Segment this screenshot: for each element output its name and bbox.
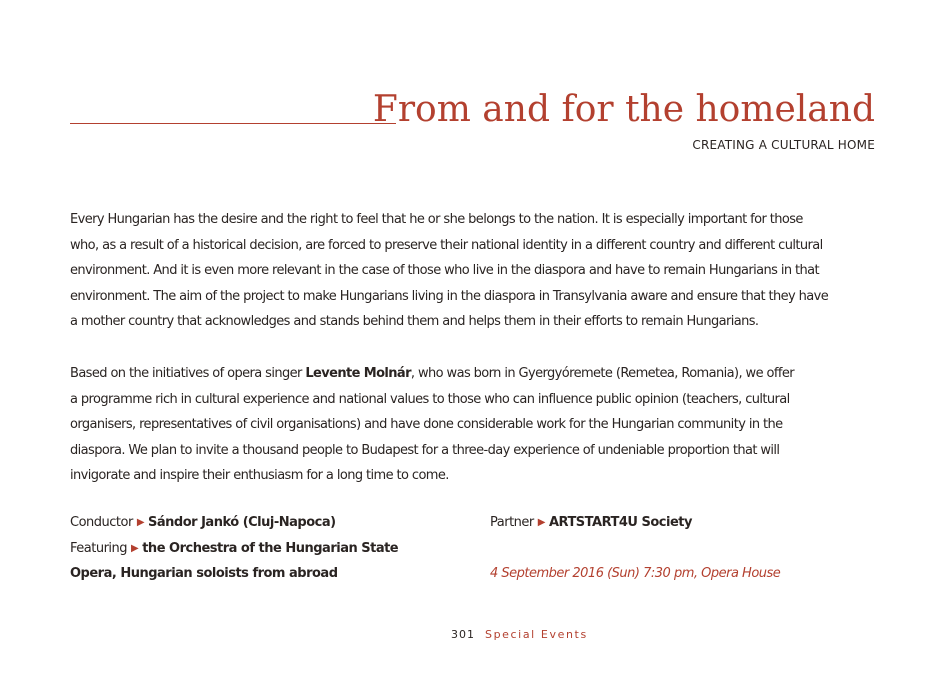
paragraph-line: a programme rich in cultural experience and national values to those who can influence public opinion (teachers, cultural — [70, 391, 790, 407]
partner-label: Partner — [490, 515, 534, 530]
paragraph-line: invigorate and inspire their enthusiasm for a long time to come. — [70, 468, 449, 483]
page-number: 301 — [451, 628, 475, 641]
featuring-label: Featuring — [70, 540, 128, 556]
paragraph-text: , who was born in Gyergyóremete (Remetea, Romania), we offer — [410, 366, 794, 381]
paragraph-line: Every Hungarian has the desire and the right to feel that he or she belongs to the nation. It is especially important for those — [70, 212, 803, 227]
page-title: From and for the homeland — [372, 89, 875, 130]
credits-left — [70, 510, 398, 587]
credits-right — [490, 510, 780, 587]
partner-line — [490, 510, 780, 536]
paragraph-line — [70, 361, 878, 387]
conductor-label: Conductor — [70, 515, 133, 530]
paragraph-line: diaspora. We plan to invite a thousand people to Budapest for a three-day experience of undeniable proportion that will — [70, 442, 780, 458]
triangle-right-icon: ▶ — [136, 517, 145, 528]
conductor-line — [70, 510, 398, 536]
paragraph-line: who, as a result of a historical decision, are forced to preserve their national identity in a different country and different cultural — [70, 237, 823, 253]
page-footer — [451, 627, 588, 643]
triangle-right-icon: ▶ — [537, 517, 545, 528]
paragraph-text: Based on the initiatives of opera singer — [70, 366, 306, 381]
section-name: Special Events — [485, 628, 588, 641]
featuring-value: the Orchestra of the Hungarian State — [142, 540, 399, 556]
featuring-line-continued — [70, 561, 398, 587]
partner-value: ARTSTART4U Society — [548, 515, 692, 530]
page-subtitle: CREATING A CULTURAL HOME — [692, 138, 875, 152]
event-date: 4 September 2016 (Sun) 7:30 pm, Opera House — [490, 566, 781, 581]
paragraph-line: a mother country that acknowledges and stands behind them and helps them in their efforts to remain Hungarians. — [70, 314, 759, 329]
triangle-right-icon: ▶ — [131, 542, 139, 554]
singer-name: Levente Molnár — [305, 366, 411, 381]
featuring-line — [70, 536, 398, 562]
paragraph-line: organisers, representatives of civil organisations) and have done considerable work for the Hungarian community in the — [70, 417, 783, 432]
title-rule — [70, 123, 396, 124]
paragraph-line: environment. The aim of the project to make Hungarians living in the diaspora in Transylvania aware and ensure that they have — [70, 288, 829, 304]
conductor-value: Sándor Jankó (Cluj-Napoca) — [148, 515, 336, 530]
intro-paragraph — [70, 207, 878, 335]
paragraph-line: environment. And it is even more relevant in the case of those who live in the diaspora and have to remain Hungarians in that — [70, 263, 820, 278]
initiative-paragraph — [70, 361, 878, 489]
featuring-value-continued: Opera, Hungarian soloists from abroad — [70, 566, 338, 581]
spacer-line — [490, 536, 780, 562]
